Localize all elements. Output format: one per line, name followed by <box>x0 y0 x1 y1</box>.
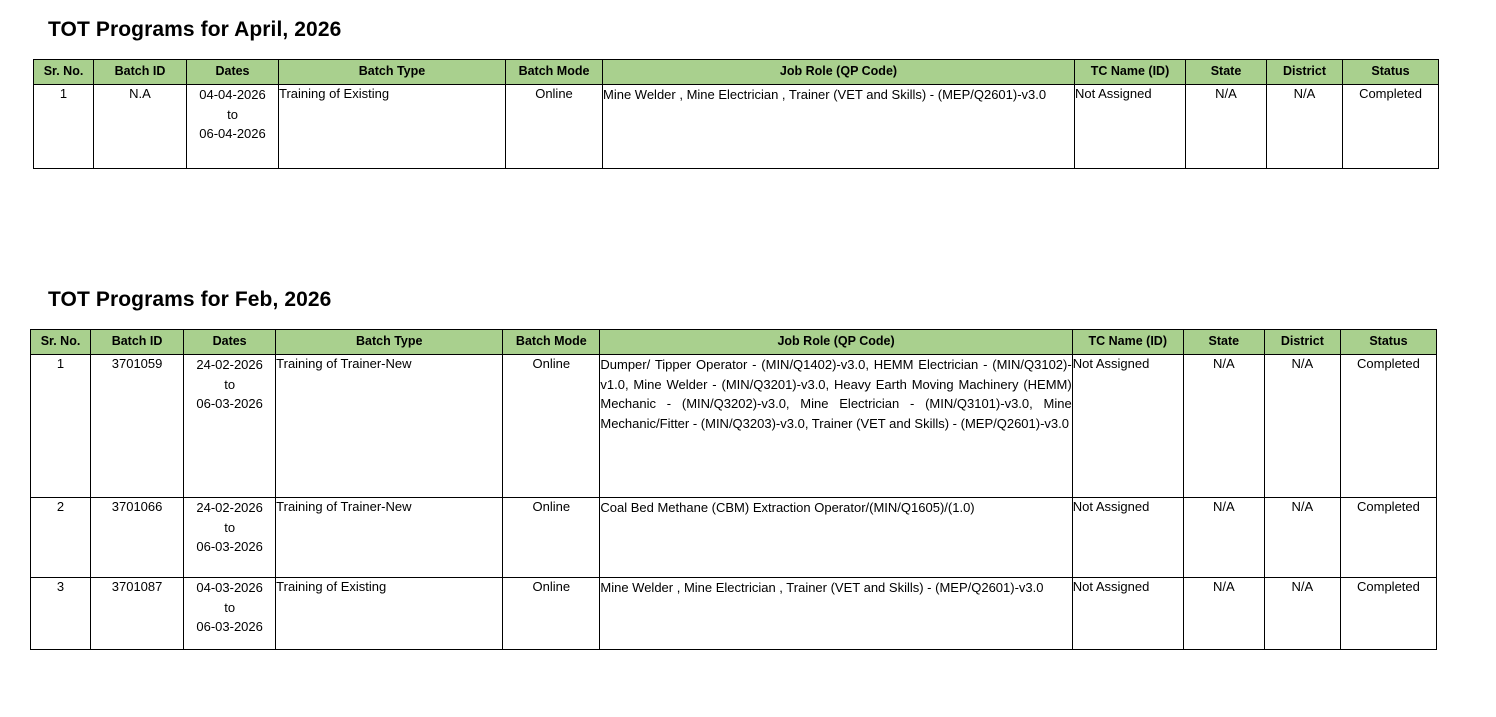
cell-state: N/A <box>1183 498 1264 578</box>
cell-sr-no: 2 <box>31 498 91 578</box>
column-header-district: District <box>1267 60 1343 85</box>
cell-job-role: Coal Bed Methane (CBM) Extraction Operator/(MIN/Q1605)/(1.0) <box>600 498 1072 578</box>
cell-district: N/A <box>1267 85 1343 169</box>
cell-district: N/A <box>1264 498 1340 578</box>
cell-dates <box>184 355 276 498</box>
cell-tc-name: Not Assigned <box>1072 578 1183 650</box>
column-header-status: Status <box>1343 60 1439 85</box>
cell-batch-id: 3701087 <box>91 578 184 650</box>
page-title-april: TOT Programs for April, 2026 <box>48 18 342 41</box>
cell-batch-mode: Online <box>503 498 600 578</box>
date-from: 04-04-2026 <box>199 87 266 102</box>
cell-district: N/A <box>1264 355 1340 498</box>
date-from: 04-03-2026 <box>196 580 263 595</box>
cell-batch-id: 3701059 <box>91 355 184 498</box>
page-title-feb: TOT Programs for Feb, 2026 <box>48 288 332 311</box>
column-header-batch-mode: Batch Mode <box>503 330 600 355</box>
cell-batch-type: Training of Trainer-New <box>276 355 503 498</box>
table-row <box>31 498 1437 578</box>
date-from: 24-02-2026 <box>196 357 263 372</box>
cell-job-role: Mine Welder , Mine Electrician , Trainer (VET and Skills) - (MEP/Q2601)-v3.0 <box>600 578 1072 650</box>
section-april-2026 <box>0 18 1496 169</box>
column-header-tc-name: TC Name (ID) <box>1075 60 1186 85</box>
column-header-state: State <box>1186 60 1267 85</box>
cell-status: Completed <box>1343 85 1439 169</box>
column-header-batch-type: Batch Type <box>279 60 506 85</box>
column-header-status: Status <box>1340 330 1436 355</box>
cell-state: N/A <box>1183 355 1264 498</box>
column-header-job-role: Job Role (QP Code) <box>603 60 1075 85</box>
cell-batch-id: 3701066 <box>91 498 184 578</box>
cell-batch-mode: Online <box>506 85 603 169</box>
date-to: 06-03-2026 <box>196 619 263 634</box>
tot-table-feb <box>30 329 1437 650</box>
cell-sr-no: 1 <box>31 355 91 498</box>
column-header-batch-type: Batch Type <box>276 330 503 355</box>
date-separator: to <box>224 376 236 392</box>
cell-sr-no: 1 <box>34 85 94 169</box>
cell-batch-type: Training of Trainer-New <box>276 498 503 578</box>
cell-state: N/A <box>1183 578 1264 650</box>
table-header-row <box>34 60 1439 85</box>
column-header-sr-no: Sr. No. <box>34 60 94 85</box>
column-header-district: District <box>1264 330 1340 355</box>
section-feb-2026 <box>0 288 1496 650</box>
date-to: 06-03-2026 <box>196 396 263 411</box>
cell-district: N/A <box>1264 578 1340 650</box>
cell-status: Completed <box>1340 498 1436 578</box>
column-header-batch-id: Batch ID <box>94 60 187 85</box>
table-row <box>34 85 1439 169</box>
column-header-dates: Dates <box>187 60 279 85</box>
date-separator: to <box>224 599 236 615</box>
tot-table-april <box>33 59 1439 169</box>
cell-job-role: Mine Welder , Mine Electrician , Trainer (VET and Skills) - (MEP/Q2601)-v3.0 <box>603 85 1075 169</box>
cell-dates <box>187 85 279 169</box>
cell-batch-type: Training of Existing <box>276 578 503 650</box>
cell-job-role: Dumper/ Tipper Operator - (MIN/Q1402)-v3.0, HEMM Electrician - (MIN/Q3102)-v1.0, Mine Welder - (MIN/Q3201)-v3.0, Heavy Earth Moving Machinery (HEMM) Mechanic - (MIN/Q3202)-v3.0, Mine Electrician - (MIN/Q3101)-v3.0, Mine Mechanic/Fitter - (MIN/Q3203)-v3.0, Trainer (VET and Skills) - (MEP/Q2601)-v3.0 <box>600 355 1072 498</box>
table-row <box>31 355 1437 498</box>
column-header-state: State <box>1183 330 1264 355</box>
cell-batch-mode: Online <box>503 578 600 650</box>
column-header-dates: Dates <box>184 330 276 355</box>
cell-batch-mode: Online <box>503 355 600 498</box>
cell-tc-name: Not Assigned <box>1072 355 1183 498</box>
cell-status: Completed <box>1340 355 1436 498</box>
date-separator: to <box>224 519 236 535</box>
cell-batch-type: Training of Existing <box>279 85 506 169</box>
date-to: 06-04-2026 <box>199 126 266 141</box>
column-header-batch-id: Batch ID <box>91 330 184 355</box>
column-header-batch-mode: Batch Mode <box>506 60 603 85</box>
cell-dates <box>184 578 276 650</box>
cell-tc-name: Not Assigned <box>1075 85 1186 169</box>
column-header-tc-name: TC Name (ID) <box>1072 330 1183 355</box>
cell-sr-no: 3 <box>31 578 91 650</box>
date-separator: to <box>227 106 238 122</box>
date-to: 06-03-2026 <box>196 539 263 554</box>
column-header-job-role: Job Role (QP Code) <box>600 330 1072 355</box>
cell-batch-id: N.A <box>94 85 187 169</box>
cell-tc-name: Not Assigned <box>1072 498 1183 578</box>
column-header-sr-no: Sr. No. <box>31 330 91 355</box>
date-from: 24-02-2026 <box>196 500 263 515</box>
cell-dates <box>184 498 276 578</box>
cell-state: N/A <box>1186 85 1267 169</box>
cell-status: Completed <box>1340 578 1436 650</box>
table-row <box>31 578 1437 650</box>
table-header-row <box>31 330 1437 355</box>
